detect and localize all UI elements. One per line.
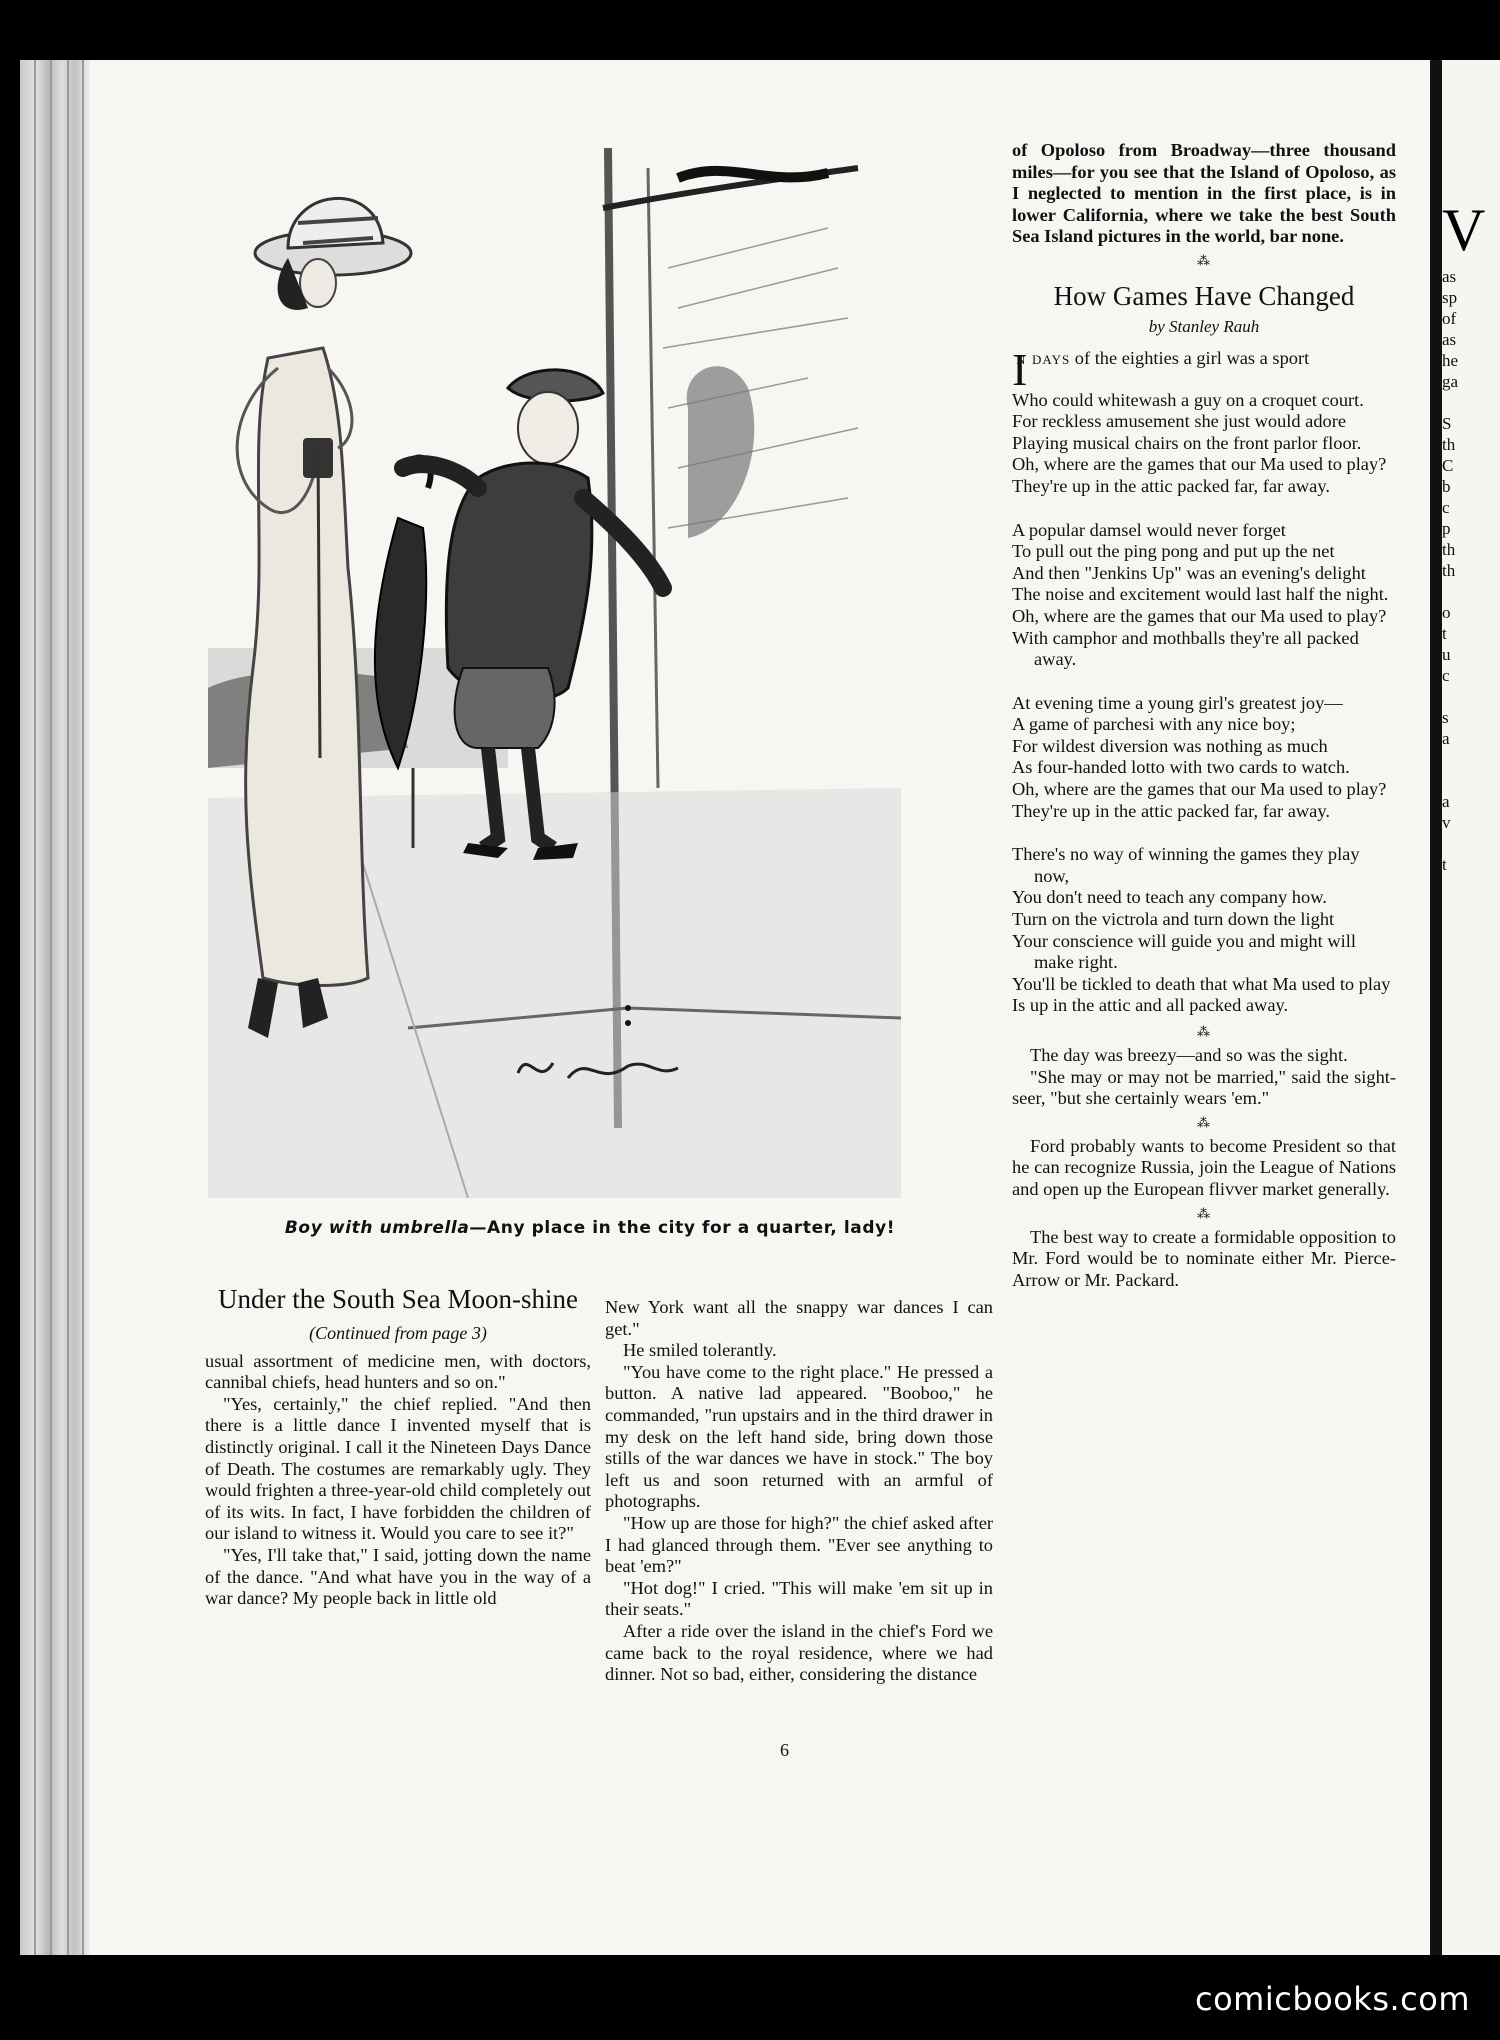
illustration-caption xyxy=(180,1218,1000,1238)
dingbat-separator: ⁂ xyxy=(1197,1114,1211,1130)
poem-body xyxy=(1012,343,1396,1017)
next-page-line: v xyxy=(1442,813,1451,832)
poem-first-line: I n days of the eighties a girl was a sport xyxy=(1012,343,1310,395)
story-paragraph: He smiled tolerantly. xyxy=(623,1340,777,1361)
next-page-line: o xyxy=(1442,603,1451,622)
next-page-line: th xyxy=(1442,540,1456,559)
next-page-line: he xyxy=(1442,351,1459,370)
poem-title: How Games Have Changed xyxy=(1053,280,1355,311)
poem-line: For reckless amusement she just would adore xyxy=(1012,411,1347,432)
next-page-line xyxy=(1442,686,1500,707)
poem-line: And then "Jenkins Up" was an evening's delight xyxy=(1012,562,1366,583)
next-page-line: s xyxy=(1442,708,1449,727)
next-page-edge xyxy=(1442,60,1500,1955)
next-page-line xyxy=(1442,581,1500,602)
story-paragraph: "Yes, I'll take that," I said, jotting down the name of the dance. "And what have you in the way of a war dance? My people back in little old xyxy=(205,1544,591,1609)
illustration-boy-with-umbrella xyxy=(208,148,901,1198)
story-paragraph: After a ride over the island in the chief's Ford we came back to the royal residence, where we had dinner. Not so bad, either, considering the distance xyxy=(605,1620,993,1685)
joke-paragraph: Ford probably wants to become President so that he can recognize Russia, join the League of Nations and open up the European flivver market generally. xyxy=(1012,1135,1396,1199)
poem-stanza-1 xyxy=(1012,343,1396,498)
next-page-line: th xyxy=(1442,561,1456,580)
next-page-line xyxy=(1442,833,1500,854)
poem-line: You'll be tickled to death that what Ma used to play xyxy=(1012,973,1391,994)
poem-line: Who could whitewash a guy on a croquet court. xyxy=(1012,389,1364,410)
poem-stanza-4 xyxy=(1012,844,1396,1017)
story-paragraph: "How up are those for high?" the chief asked after I had glanced through them. "Ever see anything to beat 'em?" xyxy=(605,1512,993,1577)
story-ending: of Opoloso from Broadway—three thousand miles—for you see that the Island of Opoloso, as I neglected to mention in the first place, is in lower California, where we take the best South Sea Island pictures in the world, bar none. xyxy=(1012,140,1396,247)
poem-small-caps: n days xyxy=(1016,347,1071,368)
poem-line: As four-handed lotto with two cards to watch. xyxy=(1012,757,1350,778)
next-page-dropcap: V xyxy=(1442,197,1486,263)
next-page-line xyxy=(1442,770,1500,791)
next-page-line: C xyxy=(1442,456,1454,475)
poem-line: You don't need to teach any company how. xyxy=(1012,887,1327,908)
poem-byline: by Stanley Rauh xyxy=(1148,316,1260,336)
next-page-line: t xyxy=(1442,624,1447,643)
poem-line: A popular damsel would never forget xyxy=(1012,519,1286,540)
binding-spine xyxy=(1430,60,1442,1955)
next-page-line: c xyxy=(1442,666,1450,685)
poem-line: They're up in the attic packed far, far away. xyxy=(1012,475,1330,496)
dingbat-separator: ⁂ xyxy=(1197,1205,1211,1221)
caption-rest: —Any place in the city for a quarter, lady! xyxy=(469,1218,896,1238)
next-page-line: sp xyxy=(1442,288,1458,307)
next-page-line xyxy=(1442,749,1500,770)
poem-first-line-rest: of the eighties a girl was a sport xyxy=(1070,347,1310,368)
next-page-line: c xyxy=(1442,498,1450,517)
joke-paragraph: The best way to create a formidable opposition to Mr. Ford would be to nominate either Mr. Pierce-Arrow or Mr. Packard. xyxy=(1012,1226,1396,1290)
poem-line: A game of parchesi with any nice boy; xyxy=(1012,714,1296,735)
poem-stanza-2 xyxy=(1012,520,1396,671)
next-page-line: S xyxy=(1442,414,1452,433)
book-gutter xyxy=(20,60,90,1955)
poem-line: At evening time a young girl's greatest joy— xyxy=(1012,692,1343,713)
next-page-line: as xyxy=(1442,330,1457,349)
poem-line: Your conscience will guide you and might will make right. xyxy=(1012,930,1356,973)
next-page-line: b xyxy=(1442,477,1451,496)
next-page-fragment-text xyxy=(1442,266,1500,875)
site-watermark: comicbooks.com xyxy=(1194,1980,1470,2018)
next-page-line xyxy=(1442,392,1500,413)
story-paragraph: "Hot dog!" I cried. "This will make 'em sit up in their seats." xyxy=(605,1577,993,1620)
story-paragraph: New York want all the snappy war dances I can get." xyxy=(605,1297,993,1339)
joke-paragraph: "She may or may not be married," said the sight-seer, "but she certainly wears 'em." xyxy=(1012,1066,1396,1109)
next-page-line: u xyxy=(1442,645,1451,664)
next-page-line: th xyxy=(1442,435,1456,454)
next-page-line: of xyxy=(1442,309,1457,328)
poem-line: Oh, where are the games that our Ma used to play? xyxy=(1012,605,1387,626)
poem-line: The noise and excitement would last half the night. xyxy=(1012,584,1389,605)
poem-line: For wildest diversion was nothing as much xyxy=(1012,735,1328,756)
story-title: Under the South Sea Moon-shine xyxy=(218,1284,578,1314)
poem-line: Is up in the attic and all packed away. xyxy=(1012,995,1289,1016)
next-page-line: a xyxy=(1442,792,1450,811)
page-number: 6 xyxy=(780,1740,789,1760)
next-page-line: as xyxy=(1442,267,1457,286)
dingbat-separator: ⁂ xyxy=(1197,252,1211,268)
story-column-2 xyxy=(605,1297,993,1686)
next-page-line: t xyxy=(1442,855,1447,874)
poem-line: Oh, where are the games that our Ma used to play? xyxy=(1012,779,1387,800)
story-paragraph: "Yes, certainly," the chief replied. "And then there is a little dance I invented myself that is distinctly original. I call it the Nineteen Days Dance of Death. The costumes are remarkably ugly. They would frighten a three-year-old child completely out of its wits. In fact, I have forbidden the children of our island to witness it. Would you care to see it?" xyxy=(205,1393,591,1544)
poem-line: Turn on the victrola and turn down the light xyxy=(1012,909,1335,930)
poem-line: With camphor and mothballs they're all packed away. xyxy=(1012,627,1359,670)
next-page-line: p xyxy=(1442,519,1451,538)
continued-note: (Continued from page 3) xyxy=(309,1323,487,1343)
dingbat-separator: ⁂ xyxy=(1197,1024,1211,1039)
poem-line: Playing musical chairs on the front parlor floor. xyxy=(1012,432,1362,453)
story-column-1 xyxy=(205,1283,591,1610)
poem-stanza-3 xyxy=(1012,693,1396,823)
caption-lead: Boy with umbrella xyxy=(284,1218,470,1238)
next-page-line: ga xyxy=(1442,372,1459,391)
poem-line: They're up in the attic packed far, far away. xyxy=(1012,800,1330,821)
story-paragraph: "You have come to the right place." He pressed a button. A native lad appeared. "Booboo," he commanded, "run upstairs and in the third drawer in my desk on the left hand side, bring down those stills of the war dances we have in stock." The boy left us and soon returned with an armful of photographs. xyxy=(605,1361,993,1512)
next-page-line: a xyxy=(1442,729,1450,748)
story-paragraph: usual assortment of medicine men, with doctors, cannibal chiefs, head hunters and so on." xyxy=(205,1350,591,1393)
column-3 xyxy=(1012,140,1396,1291)
poem-line: To pull out the ping pong and put up the net xyxy=(1012,541,1335,562)
poem-line: There's no way of winning the games they play now, xyxy=(1012,844,1360,886)
joke-paragraph: The day was breezy—and so was the sight. xyxy=(1030,1045,1348,1065)
poem-line: Oh, where are the games that our Ma used to play? xyxy=(1012,454,1387,475)
